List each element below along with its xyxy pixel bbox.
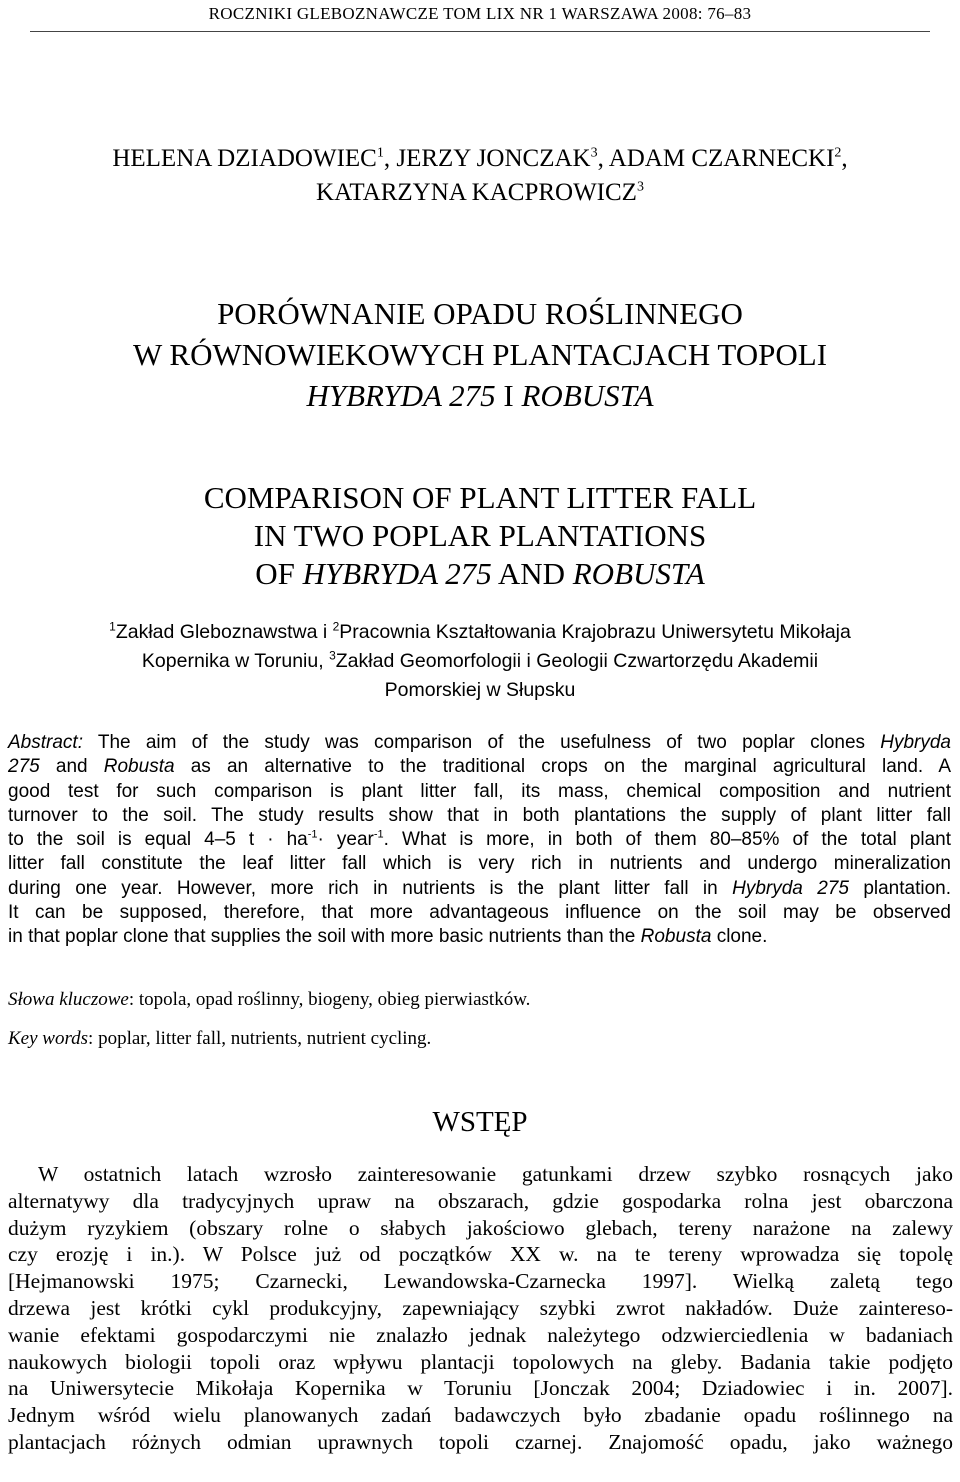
body-paragraph: [8, 1161, 953, 1456]
header-rule: [30, 31, 930, 32]
author-line-2: [0, 176, 960, 210]
body-line: [Hejmanowski 1975; Czarnecki, Lewandowska-Czarnecka 1997]. Wielką zaletą tego: [8, 1269, 953, 1294]
clone-name: 275: [8, 756, 40, 778]
body-line: dużym ryzykiem (obszary rolne o słabych jakościowo glebach, tereny narażone na zalewy: [8, 1215, 953, 1240]
title-pl-line-2: W RÓWNOWIEKOWYCH PLANTACJACH TOPOLI: [132, 337, 828, 372]
abstract-line: [8, 828, 951, 852]
exponent: -1: [373, 828, 384, 841]
clone-name: Robusta: [103, 756, 175, 778]
abstract-text: clone.: [711, 926, 768, 948]
abstract-text: and: [39, 756, 104, 778]
affiliation-marker: 3: [329, 648, 336, 663]
abstract-text: to the soil is equal 4–5 t · ha: [8, 829, 308, 851]
abstract-line: good test for such comparison is plant litter fall, its mass, chemical composition and nutrient: [8, 780, 951, 802]
keywords-polish: [8, 988, 951, 1012]
body-line: W ostatnich latach wzrosło zainteresowanie gatunkami drzew szybko rosnących jako: [38, 1162, 953, 1186]
abstract-line: [8, 877, 951, 901]
keywords-text: : poplar, litter fall, nutrients, nutrient cycling.: [88, 1028, 432, 1049]
abstract-line: [8, 731, 951, 755]
clone-name: Robusta: [640, 926, 712, 948]
body-line: Jednym wśród wielu planowanych zadań badawczych było zbadanie opadu roślinnego na: [8, 1403, 953, 1428]
author-name: , JERZY JONCZAK: [383, 145, 591, 172]
affiliation-line-2: [40, 647, 920, 676]
title-text: AND: [491, 556, 573, 591]
author-name: HELENA DZIADOWIEC: [112, 145, 377, 172]
title-en-line-3: [0, 555, 960, 593]
body-line: plantacjach różnych odmian uprawnych topoli czarnej. Znajomość opadu, jako ważnego: [8, 1429, 953, 1454]
abstract-text: plantation.: [848, 877, 951, 899]
author-name: , ADAM CZARNECKI: [597, 145, 835, 172]
clone-name: ROBUSTA: [572, 556, 705, 591]
affiliation-marker: 3: [590, 145, 598, 161]
journal-running-head: ROCZNIKI GLEBOZNAWCZE TOM LIX NR 1 WARSZAWA 2008: 76–83: [208, 4, 752, 23]
abstract-line: turnover to the soil. The study results show that in both plantations the supply of plant litter fall: [8, 804, 951, 826]
abstract-text: during one year. However, more rich in nutrients is the plant litter fall in: [8, 877, 733, 899]
affiliation-line-1: [40, 618, 920, 647]
title-polish: [0, 293, 960, 416]
clone-name: Hybryda 275: [732, 877, 849, 899]
affiliation-marker: 3: [636, 179, 644, 195]
affiliation-marker: 1: [109, 619, 116, 634]
body-line: czy erozję i in.). W Polsce już od początków XX w. na te tereny wprowadza się topolę: [8, 1242, 953, 1267]
affiliation-marker: 2: [332, 619, 340, 634]
keywords-english: [8, 1027, 951, 1051]
affiliation-line-3: Pomorskiej w Słupsku: [384, 679, 576, 701]
abstract-line: [8, 755, 951, 779]
keywords-label: Key words: [8, 1028, 89, 1049]
body-line: alternatywy dla tradycyjnych upraw na obszarach, gdzie gospodarka rolna jest obarczona: [8, 1188, 953, 1213]
title-pl-line-3: [0, 375, 960, 416]
title-text: OF: [255, 556, 303, 591]
affiliation-text: Zakład Geomorfologii i Geologii Czwartorzędu Akademii: [335, 650, 819, 672]
abstract: [8, 731, 951, 950]
exponent: -1: [307, 828, 318, 841]
abstract-label: Abstract:: [8, 732, 83, 753]
affiliation-text: Pracownia Kształtowania Krajobrazu Uniwersytetu Mikołaja: [339, 621, 851, 643]
title-en-line-2: IN TWO POPLAR PLANTATIONS: [253, 518, 707, 553]
author-separator: ,: [841, 145, 848, 172]
affiliation-text: Zakład Gleboznawstwa i: [115, 621, 333, 643]
abstract-text: . What is more, in both of them 80–85% of the total plant: [383, 829, 951, 851]
author-name: KATARZYNA KACPROWICZ: [316, 179, 637, 206]
affiliations: [40, 618, 920, 705]
abstract-text: in that poplar clone that supplies the soil with more basic nutrients than the: [8, 926, 641, 948]
author-line-1: [0, 142, 960, 176]
affiliation-text: Kopernika w Toruniu,: [141, 650, 330, 672]
title-english: [0, 479, 960, 593]
abstract-line: [8, 925, 951, 949]
affiliation-marker: 1: [376, 145, 384, 161]
abstract-text: as an alternative to the traditional crops on the marginal agricultural land. A: [174, 756, 951, 778]
abstract-text: · year: [317, 829, 374, 851]
body-line: na Uniwersytecie Mikołaja Kopernika w Toruniu [Jonczak 2004; Dziadowiec i in. 2007].: [8, 1376, 953, 1401]
author-list: [0, 142, 960, 210]
keywords-label: Słowa kluczowe: [8, 989, 129, 1010]
clone-name: ROBUSTA: [521, 378, 654, 413]
abstract-line: It can be supposed, therefore, that more advantageous influence on the soil may be observed: [8, 902, 951, 924]
clone-name: Hybryda: [880, 732, 951, 753]
abstract-line: litter fall constitute the leaf litter fall which is very rich in nutrients and undergo mineralization: [8, 853, 951, 875]
abstract-text: The aim of the study was comparison of the usefulness of two poplar clones: [82, 732, 881, 753]
clone-name: HYBRYDA 275: [302, 556, 492, 591]
affiliation-marker: 2: [834, 145, 842, 161]
clone-name: HYBRYDA 275: [306, 378, 496, 413]
section-heading: WSTĘP: [432, 1106, 528, 1138]
title-text: I: [495, 378, 522, 413]
keywords-text: : topola, opad roślinny, biogeny, obieg pierwiastków.: [128, 989, 531, 1010]
title-en-line-1: COMPARISON OF PLANT LITTER FALL: [203, 480, 757, 515]
title-pl-line-1: PORÓWNANIE OPADU ROŚLINNEGO: [217, 296, 743, 331]
body-line: naukowych biologii topoli oraz wpływu plantacji topolowych na gleby. Badania takie podjęto: [8, 1349, 953, 1374]
body-line: drzewa jest krótki cykl produkcyjny, zapewniający szybki zwrot nakładów. Duże zaintereso-: [8, 1295, 953, 1320]
body-line: wanie efektami gospodarczymi nie znalazło jednak należytego odzwierciedlenia w badaniach: [8, 1322, 953, 1347]
